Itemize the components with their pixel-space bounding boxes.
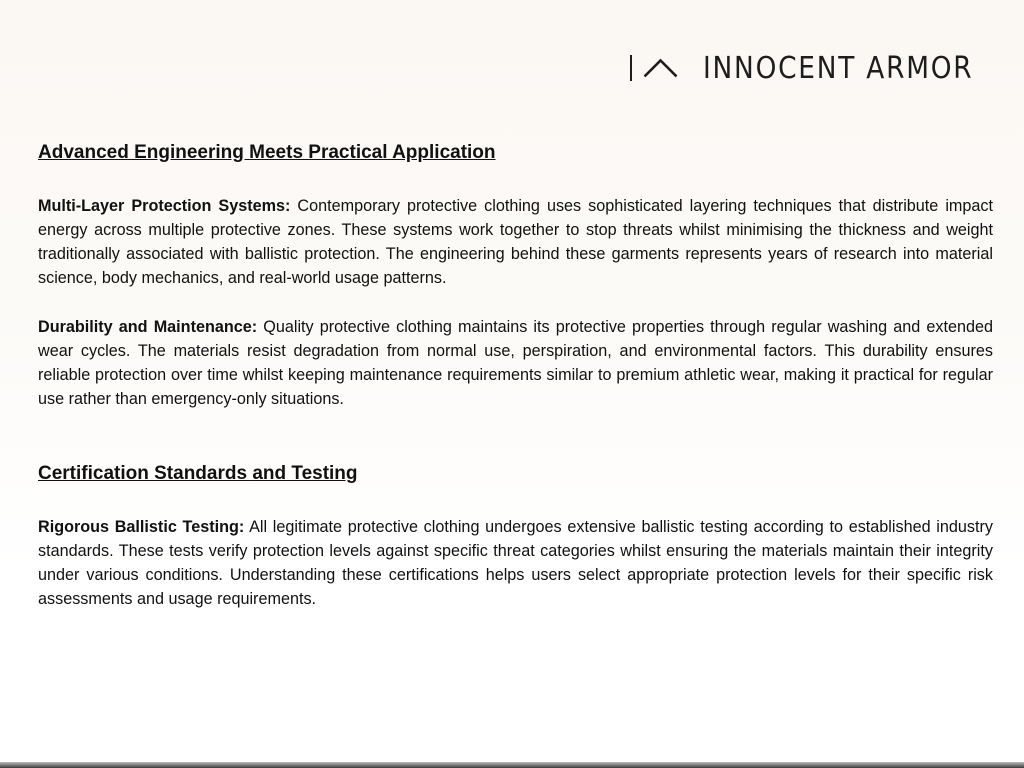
paragraph-text: All legitimate protective clothing undergoes extensive ballistic testing according to established industry standards. These tests verify protection levels against specific threat categories whilst ensuring the materials maintain their integrity under various conditions. Understanding these certifications helps users select appropriate protection levels for their specific risk assessments and usage requirements.	[38, 518, 993, 608]
paragraph-ballistic-testing	[38, 515, 993, 611]
paragraph-text: Quality protective clothing maintains its protective properties through regular washing and extended wear cycles. The materials resist degradation from normal use, perspiration, and environmental factors. This durability ensures reliable protection over time whilst keeping maintenance requirements similar to premium athletic wear, making it practical for regular use rather than emergency-only situations.	[38, 318, 993, 408]
section-heading-certification: Certification Standards and Testing	[38, 463, 358, 484]
section-heading-engineering: Advanced Engineering Meets Practical Application	[38, 142, 496, 163]
footer-rule	[0, 762, 1024, 768]
brand-name: INNOCENT ARMOR	[702, 50, 974, 86]
paragraph-lead: Durability and Maintenance:	[38, 318, 258, 336]
paragraph-lead: Rigorous Ballistic Testing:	[38, 518, 245, 536]
brand-logo	[630, 50, 1010, 86]
paragraph-lead: Multi-Layer Protection Systems:	[38, 197, 291, 215]
paragraph-multi-layer	[38, 194, 993, 290]
paragraph-text: Contemporary protective clothing uses sophisticated layering techniques that distribute impact energy across multiple protective zones. These systems work together to stop threats whilst minimising the thickness and weight traditionally associated with ballistic protection. The engineering behind these garments represents years of research into material science, body mechanics, and real-world usage patterns.	[38, 197, 993, 287]
logo-divider	[630, 55, 632, 81]
article-body	[38, 140, 993, 611]
paragraph-durability	[38, 315, 993, 411]
chevron-up-icon	[642, 55, 679, 81]
